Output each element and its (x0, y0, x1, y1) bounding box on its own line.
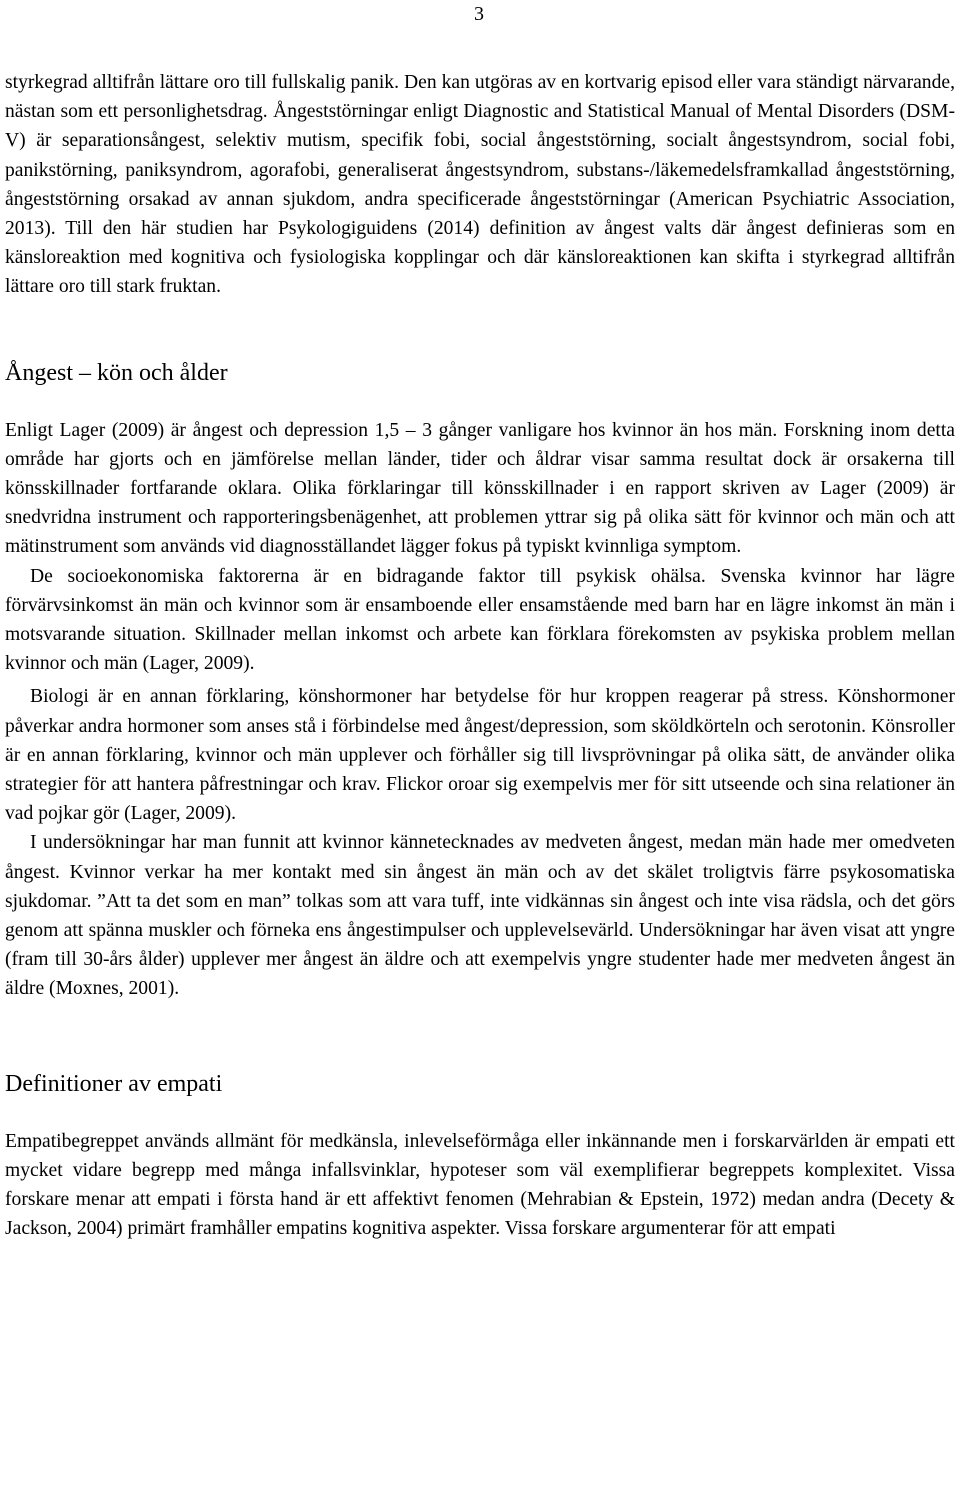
paragraph-anxiety-definition: styrkegrad alltifrån lättare oro till fullskalig panik. Den kan utgöras av en kortvarig episod eller vara ständigt närvarande, nästan som ett personlighetsdrag. Ångeststörningar enligt Diagnostic and Statistical Manual of Mental Disorders (DSM-V) är separationsångest, selektiv mutism, specifik fobi, social ångeststörning, socialt ångestsyndrom, social fobi, panikstörning, paniksyndrom, agorafobi, generaliserat ångestsyndrom, substans-/läkemedelsframkallad ångeststörning, ångeststörning orsakad av annan sjukdom, andra specificerade ångeststörningar (American Psychiatric Association, 2013). Till den här studien har Psykologiguidens (2014) definition av ångest valts där ångest definieras som en känsloreaktion med kognitiva och fysiologiska kopplingar och där känsloreaktionen kan skifta i styrkegrad alltifrån lättare oro till stark fruktan. (5, 72, 955, 298)
paragraph-gender-prevalence: Enligt Lager (2009) är ångest och depression 1,5 – 3 gånger vanligare hos kvinnor än hos män. Forskning inom detta område har gjorts och en jämförelse mellan länder, tider och åldrar visar samma resultat dock är orsakerna till könsskillnader fortfarande oklara. Olika förklaringar till könsskillnader i en rapport skriven av Lager (2009) är snedvridna instrument och rapporteringsbenägenhet, att problemen yttrar sig på olika sätt för kvinnor och män och att mätinstrument som används vid diagnosställandet lägger fokus på typiskt kvinnliga symptom. (5, 419, 955, 558)
document-body (5, 68, 955, 1244)
heading-anxiety-gender-age: Ångest – kön och ålder (5, 359, 228, 386)
page-number: 3 (474, 3, 484, 25)
paragraph-empathy: Empatibegreppet används allmänt för medkänsla, inlevelseförmåga eller inkännande men i forskarvärlden är empati ett mycket vidare begrepp med många infallsvinklar, hypoteser som väl exemplifierar begreppets komplexitet. Vissa forskare menar att empati i första hand är ett affektivt fenomen (Mehrabian & Epstein, 1972) medan andra (Decety & Jackson, 2004) primärt framhåller empatins kognitiva aspekter. Vissa forskare argumenterar för att empati (5, 1130, 955, 1240)
heading-empathy-definitions: Definitioner av empati (5, 1070, 223, 1097)
paragraph-biology: Biologi är en annan förklaring, könshormoner har betydelse för hur kroppen reagerar på stress. Könshormoner påverkar andra hormoner som anses stå i förbindelse med ångest/depression, som sköldkörteln och serotonin. Könsroller är en annan förklaring, kvinnor och män upplever och förhåller sig till livsprövningar på olika sätt, de använder olika strategier för att hantera påfrestningar och krav. Flickor oroar sig exempelvis mer för sitt utseende och sina relationer än vad pojkar gör (Lager, 2009). (5, 686, 955, 825)
paragraph-socioeconomic: De socioekonomiska faktorerna är en bidragande faktor till psykisk ohälsa. Svenska kvinnor har lägre förvärvsinkomst än män och kvinnor som är ensamboende eller ensamstående med barn har en lägre inkomst än män i motsvarande situation. Skillnader mellan inkomst och arbete kan förklara förekomsten av psykiska problem mellan kvinnor och män (Lager, 2009). (5, 565, 955, 675)
paragraph-conscious-anxiety: I undersökningar har man funnit att kvinnor kännetecknades av medveten ångest, medan män hade mer omedveten ångest. Kvinnor verkar ha mer kontakt med sin ångest än män och av det skälet troligtvis färre psykosomatiska sjukdomar. ”Att ta det som en man” tolkas som att vara tuff, inte vidkännas sin ångest och inte visa rädsla, och det görs genom att spänna muskler och förneka ens ångestimpulser och upplevelsevärld. Undersökningar har även visat att yngre (fram till 30-års ålder) upplever mer ångest än äldre och att exempelvis yngre studenter hade mer medveten ångest än äldre (Moxnes, 2001). (5, 832, 955, 1000)
